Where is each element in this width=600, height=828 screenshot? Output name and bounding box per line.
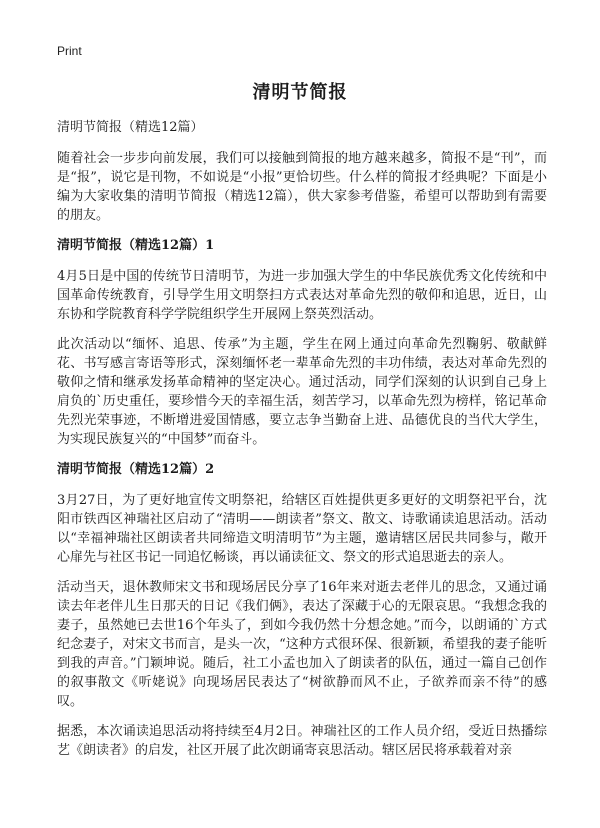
section-1-paragraph-1: 4月5日是中国的传统节日清明节，为进一步加强大学生的中华民族优秀文化传统和中国革命传统教育，引导学生用文明祭扫方式表达对革命先烈的敬仰和追思，近日，山东协和学院教育科学学院组织学生开展网上祭英烈活动。: [57, 269, 547, 322]
section-1-paragraph-2: 此次活动以“缅怀、追思、传承”为主题，学生在网上通过向革命先烈鞠躬、敬献鲜花、书写感言寄语等形式，深刻缅怀老一辈革命先烈的丰功伟绩，表达对革命先烈的敬仰之情和继承发扬革命精神的坚定决心。通过活动，同学们深刻的认识到自己身上肩负的`历史重任，要珍惜今天的幸福生活，刻苦学习，以革命先烈为榜样，铭记革命先烈光荣事迹，不断增进爱国情感，要立志争当勤奋上进、品德优良的当代大学生，为实现民族复兴的“中国梦”而奋斗。: [57, 337, 547, 447]
section-2-paragraph-2: 活动当天，退休教师宋文书和现场居民分享了16年来对逝去老伴儿的思念，又通过诵读去年老伴儿生日那天的日记《我们俩》，表达了深藏于心的无限哀思。“我想念我的妻子，虽然她已去世16个年头了，到如今我仍然十分想念她。”而今，以朗诵的`方式纪念妻子，对宋文书而言，是头一次，“这种方式很环保、很新颖，希望我的妻子能听到我的声音。”门颖坤说。随后，社工小孟也加入了朗读者的队伍，通过一篇自己创作的叙事散文《听姥说》向现场居民表达了“树欲静而风不止，子欲养而亲不待”的感叹。: [57, 580, 547, 709]
intro-paragraph: 随着社会一步步向前发展，我们可以接触到简报的地方越来越多，简报不是“刊”，而是“报”，说它是刊物，不如说是“小报”更恰切些。什么样的简报才经典呢？下面是小编为大家收集的清明节简报（精选12篇），供大家参考借鉴，希望可以帮助到有需要的朋友。: [57, 151, 547, 223]
section-2-paragraph-1: 3月27日，为了更好地宣传文明祭祀，给辖区百姓提供更多更好的文明祭祀平台，沈阳市铁西区神瑞社区启动了“清明——朗读者”祭文、散文、诗歌诵读追思活动。活动以“幸福神瑞社区朗读者共同缔造文明清明节”为主题，邀请辖区居民共同参与，敞开心扉先与社区书记一同追忆畅谈，再以诵读征文、祭文的形式追思逝去的亲人。: [57, 493, 547, 565]
article-body: [57, 118, 547, 771]
print-link[interactable]: Print: [57, 44, 82, 58]
section-2-paragraph-3: 据悉，本次诵读追思活动将持续至4月2日。神瑞社区的工作人员介绍，受近日热播综艺《朗读者》的启发，社区开展了此次朗诵寄哀思活动。辖区居民将承载着对亲: [57, 724, 547, 758]
section-heading-1: 清明节简报（精选12篇）1: [57, 238, 215, 253]
section-heading-2: 清明节简报（精选12篇）2: [57, 462, 215, 477]
page-title: 清明节简报: [252, 82, 348, 103]
article-subtitle: 清明节简报（精选12篇）: [57, 120, 204, 135]
